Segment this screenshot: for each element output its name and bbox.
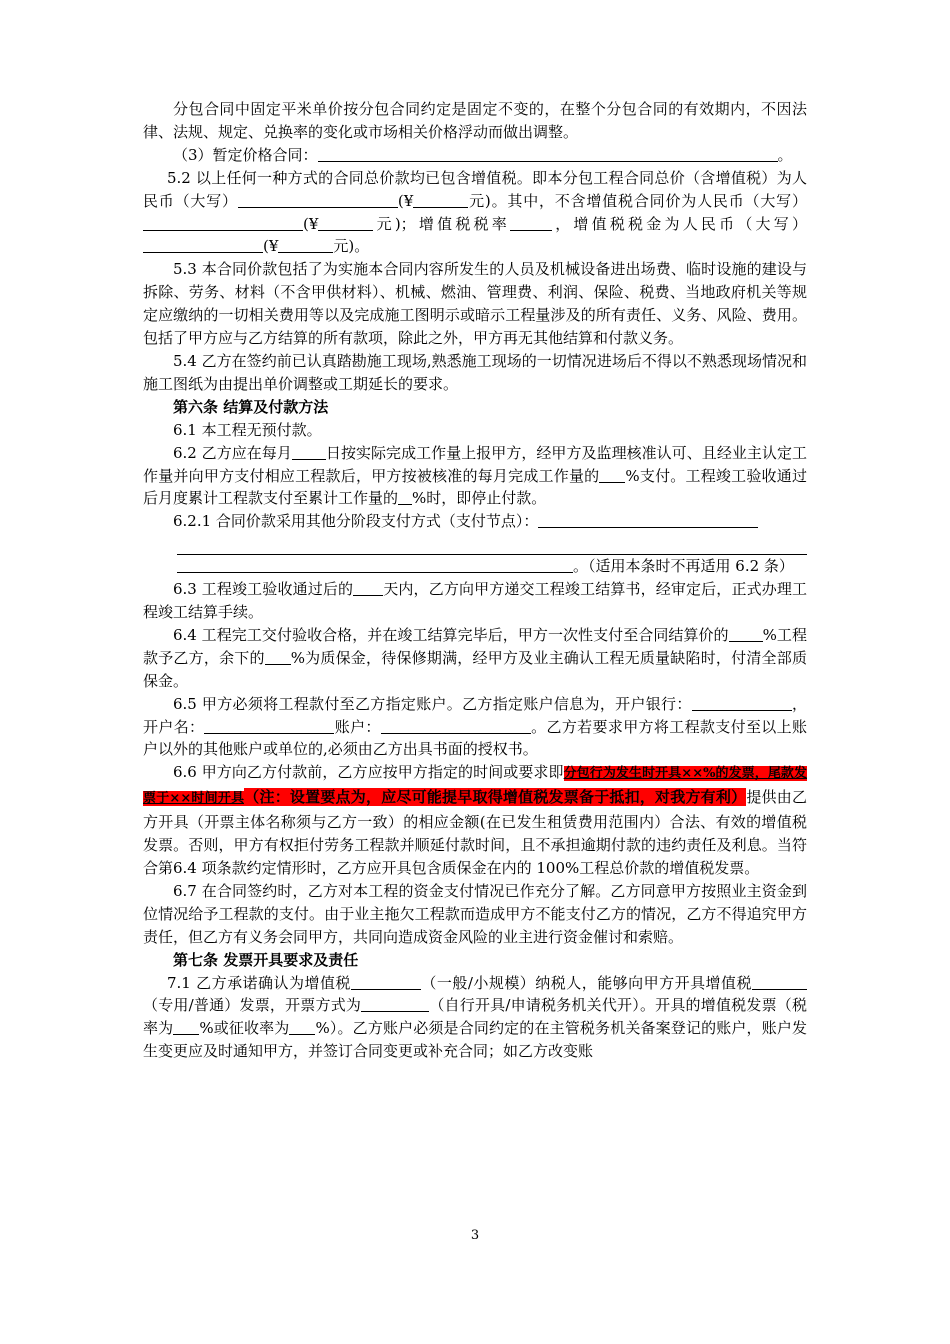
fill-blank[interactable] bbox=[292, 444, 326, 460]
fill-blank[interactable] bbox=[351, 974, 421, 990]
fill-blank[interactable] bbox=[289, 1019, 315, 1035]
paragraph: 7.1 乙方承诺确认为增值税 （一般/小规模）纳税人，能够向甲方开具增值税（专用/普通）发票，开票方式为 （自行开具/申请税务机关代开）。开具的增值税发票（税率为 %或征收率为 %）。乙方账户必须是合同约定的在主管税务机关备案登记的账户，账户发生变更应及时通知甲方，并签订合同变更或补充合同；如乙方改变账 bbox=[143, 973, 807, 1061]
highlighted-note: （注：设置要点为，应尽可能提早取得增值税发票备于抵扣，对我方有利） bbox=[244, 788, 747, 807]
fill-blank[interactable] bbox=[599, 467, 625, 483]
paragraph: 6.6 甲方向乙方付款前，乙方应按甲方指定的时间或要求即分包行为发生时开具××%的发票，尾款发票于××时间开具（注：设置要点为，应尽可能提早取得增值税发票备于抵扣，对我方有利）提供由乙方开具（开票主体名称须与乙方一致）的相应金额(在已发生租赁费用范围内）合法、有效的增值税发票。否则，甲方有权拒付劳务工程款并顺延付款时间，且不承担逾期付款的违约责任及利息。当符合第6.4 项条款约定情形时，乙方应开具包含质保金在内的 100%工程总价款的增值税发票。 bbox=[143, 763, 807, 877]
fill-blank[interactable] bbox=[204, 718, 334, 734]
fill-blank[interactable] bbox=[398, 489, 412, 505]
paragraph: 5.3 本合同价款包括了为实施本合同内容所发生的人员及机械设备进出场费、临时设施的建设与拆除、劳务、材料（不含甲供材料）、机械、燃油、管理费、利润、保险、税费、当地政府机关等规定应缴纳的一切相关费用等以及完成施工图明示或暗示工程量涉及的所有责任、义务、风险、费用。包括了甲方应与乙方结算的所有款项，除此之外，甲方再无其他结算和付款义务。 bbox=[143, 260, 807, 348]
paragraph: 6.2.1 合同价款采用其他分阶段支付方式（支付节点）： bbox=[143, 510, 807, 533]
fill-blank[interactable] bbox=[729, 626, 763, 642]
fill-line[interactable] bbox=[177, 533, 807, 555]
fill-blank[interactable] bbox=[361, 996, 429, 1012]
paragraph: 6.5 甲方必须将工程款付至乙方指定账户。乙方指定账户信息为，开户银行： ，开户名： 账户： 。乙方若要求甲方将工程款支付至以上账户以外的其他账户或单位的,必须由乙方出具书面的授权书。 bbox=[143, 694, 807, 759]
fill-blank[interactable] bbox=[177, 557, 573, 573]
fill-blank[interactable] bbox=[510, 215, 552, 231]
fill-blank[interactable] bbox=[752, 974, 807, 990]
paragraph: （3）暂定价格合同： 。 bbox=[173, 145, 793, 164]
article-heading: 第七条 发票开具要求及责任 bbox=[173, 950, 359, 969]
paragraph: 6.2 乙方应在每月 日按实际完成工作量上报甲方，经甲方及监理核准认可、且经业主认定工作量并向甲方支付相应工程款后，甲方按被核准的每月完成工作量的 %支付。工程竣工验收通过后月度累计工程款支付至累计工作量的 %时，即停止付款。 bbox=[143, 443, 807, 508]
article-heading: 第六条 结算及付款方法 bbox=[173, 397, 329, 416]
fill-blank[interactable] bbox=[238, 192, 398, 208]
paragraph: 分包合同中固定平米单价按分包合同约定是固定不变的，在整个分包合同的有效期内，不因法律、法规、规定、兑换率的变化或市场相关价格浮动而做出调整。 bbox=[143, 100, 807, 141]
fill-blank[interactable] bbox=[692, 695, 792, 711]
fill-blank[interactable] bbox=[143, 215, 303, 231]
fill-blank[interactable] bbox=[318, 215, 373, 231]
paragraph: 。（适用本条时不再适用 6.2 条） bbox=[143, 555, 807, 578]
fill-blank[interactable] bbox=[353, 580, 383, 596]
document-body bbox=[143, 98, 807, 1063]
fill-blank[interactable] bbox=[538, 512, 758, 528]
paragraph: 5.2 以上任何一种方式的合同总价款均已包含增值税。即本分包工程合同总价（含增值税）为人民币（大写） (¥ 元)。其中，不含增值税合同价为人民币（大写）(¥ 元)；增值税税率 ，增值税税金为人民币（大写）(¥ 元)。 bbox=[143, 168, 807, 256]
fill-blank[interactable] bbox=[143, 237, 263, 253]
paragraph: 6.4 工程完工交付验收合格，并在竣工结算完毕后，甲方一次性支付至合同结算价的 %工程款予乙方，余下的 %为质保金，待保修期满，经甲方及业主确认工程无质量缺陷时，付清全部质保金。 bbox=[143, 625, 807, 690]
paragraph: 6.7 在合同签约时，乙方对本工程的资金支付情况已作充分了解。乙方同意甲方按照业主资金到位情况给予工程款的支付。由于业主拖欠工程款而造成甲方不能支付乙方的情况，乙方不得追究甲方责任，但乙方有义务会同甲方，共同向造成资金风险的业主进行资金催讨和索赔。 bbox=[143, 881, 807, 946]
fill-blank[interactable] bbox=[381, 718, 531, 734]
paragraph: 6.1 本工程无预付款。 bbox=[173, 420, 322, 439]
fill-blank[interactable] bbox=[265, 649, 291, 665]
paragraph: 5.4 乙方在签约前已认真踏勘施工现场,熟悉施工现场的一切情况进场后不得以不熟悉现场情况和施工图纸为由提出单价调整或工期延长的要求。 bbox=[143, 351, 807, 393]
fill-blank[interactable] bbox=[278, 237, 333, 253]
fill-blank[interactable] bbox=[413, 192, 468, 208]
page-number: 3 bbox=[470, 1228, 480, 1243]
fill-blank[interactable] bbox=[173, 1019, 199, 1035]
paragraph: 6.3 工程竣工验收通过后的 天内，乙方向甲方递交工程竣工结算书，经审定后，正式办理工程竣工结算手续。 bbox=[143, 580, 807, 622]
fill-blank[interactable] bbox=[318, 146, 778, 162]
highlighted-invoice-timing: 分包行为发生时开具××%的发票，尾款发票于××时间开具 bbox=[143, 766, 807, 807]
